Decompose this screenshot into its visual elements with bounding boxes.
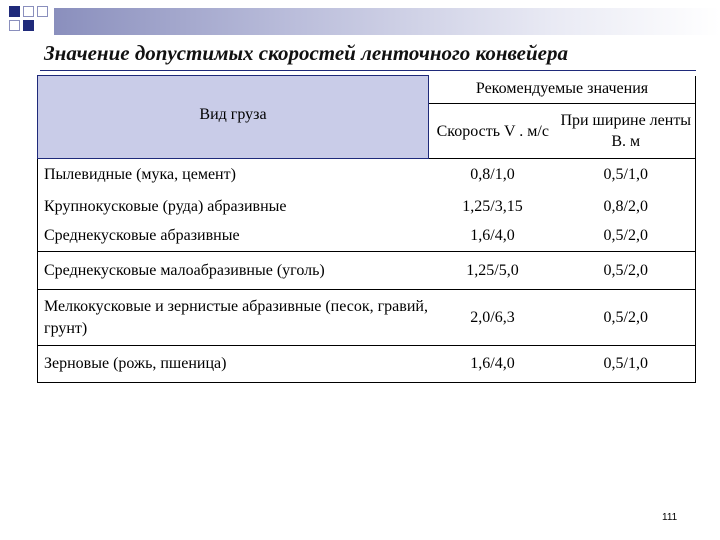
table-row [38, 159, 696, 192]
square-outline-icon [9, 20, 20, 31]
table-row [38, 346, 696, 383]
cargo-type-cell: Пылевидные (мука, цемент) [38, 159, 429, 192]
speed-cell: 1,25/3,15 [462, 197, 523, 215]
cargo-type-cell: Среднекусковые абразивные [38, 222, 429, 252]
table-row [38, 252, 696, 290]
width-cell: 0,5/2,0 [557, 222, 696, 252]
speed-cell: 1,6/4,0 [429, 346, 557, 383]
header-cargo-type [38, 76, 429, 159]
speed-cell: 1,6/4,0 [470, 227, 515, 245]
cargo-type-cell: Среднекусковые малоабразивные (уголь) [38, 252, 429, 290]
header-decoration [0, 0, 720, 40]
header-cargo-type-label: Вид груза [199, 106, 267, 123]
width-cell: 0,5/1,0 [557, 346, 696, 383]
gradient-band [54, 8, 720, 35]
table-header-row [38, 76, 696, 104]
table-row [38, 222, 696, 252]
header-recommended: Рекомендуемые значения [429, 76, 696, 104]
cargo-type-cell: Крупнокусковые (руда) абразивные [38, 192, 429, 222]
header-speed: Скорость V . м/с [436, 122, 549, 140]
title-divider [40, 70, 696, 71]
table-row [38, 290, 696, 346]
cargo-type-cell: Зерновые (рожь, пшеница) [38, 346, 429, 383]
width-cell: 0,5/1,0 [557, 159, 696, 192]
page-number: 111 [662, 512, 678, 523]
speed-table [37, 75, 696, 383]
square-icon [23, 20, 34, 31]
square-outline-icon [23, 6, 34, 17]
cargo-type-cell: Мелкокусковые и зернистые абразивные (песок, гравий, грунт) [38, 290, 429, 346]
width-cell: 0,8/2,0 [557, 192, 696, 222]
header-belt-width: При ширине ленты В. м [557, 104, 696, 159]
table-row [38, 192, 696, 222]
page-title: Значение допустимых скоростей ленточного конвейера [44, 41, 568, 65]
width-cell: 0,5/2,0 [557, 290, 696, 346]
square-icon [9, 6, 20, 17]
speed-cell: 0,8/1,0 [429, 159, 557, 192]
width-cell: 0,5/2,0 [557, 252, 696, 290]
speed-cell: 2,0/6,3 [429, 290, 557, 346]
speed-cell: 1,25/5,0 [429, 252, 557, 290]
square-outline-icon [37, 6, 48, 17]
